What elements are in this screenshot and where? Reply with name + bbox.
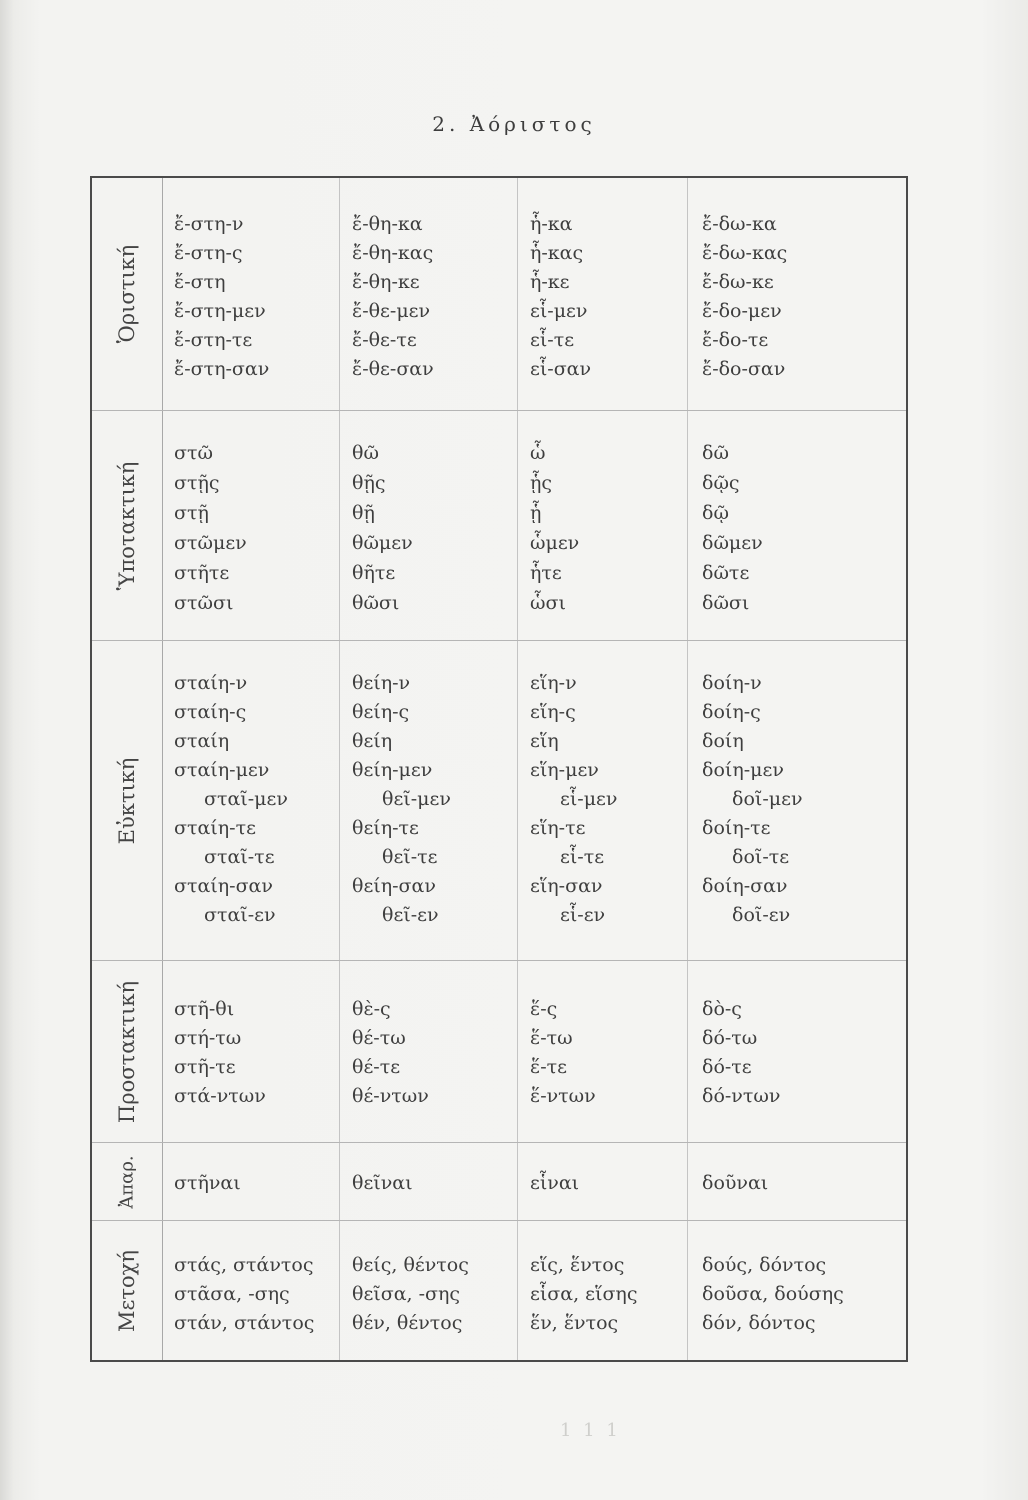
form: στά-ντων: [174, 1085, 266, 1107]
form: στῇ: [174, 502, 209, 524]
form: θὲ-ς: [352, 998, 391, 1020]
column-stem-the: [340, 1143, 518, 1220]
column-stem-he: [518, 1221, 688, 1360]
form: εἵη-τε: [530, 817, 586, 839]
form: σταίη-μεν: [174, 759, 270, 781]
column-stem-do: [688, 961, 906, 1142]
form: θείη-μεν: [352, 759, 433, 781]
form: εἵη-σαν: [530, 875, 603, 897]
form: ἧ-κα: [530, 213, 573, 235]
form: σταῖ-τε: [204, 846, 275, 868]
column-stem-sta: [162, 178, 340, 410]
form: δό-ντων: [702, 1085, 781, 1107]
form: θῶμεν: [352, 532, 413, 554]
form: στῆτε: [174, 562, 230, 584]
section-label: Ὑποτακτική: [115, 461, 139, 590]
section-label: Ἀπαρ.: [116, 1154, 138, 1209]
form: στῆ-θι: [174, 998, 235, 1020]
section-label-cell: [92, 1143, 163, 1220]
form: στῶμεν: [174, 532, 247, 554]
form: θῆτε: [352, 562, 396, 584]
section-infinitive: [92, 1142, 906, 1220]
column-stem-do: [688, 178, 906, 410]
form: δοῦναι: [702, 1172, 769, 1194]
form: ἔ-θη-κα: [352, 213, 423, 235]
form: στή-τω: [174, 1027, 242, 1049]
form: δῶ: [702, 442, 729, 464]
form: ἔ-στη-ς: [174, 242, 243, 264]
form: εἵη-ς: [530, 701, 576, 723]
form: θέ-ντων: [352, 1085, 429, 1107]
form: δοίη: [702, 730, 744, 752]
form: σταίη-ν: [174, 672, 248, 694]
form: θείη: [352, 730, 393, 752]
column-stem-he: [518, 178, 688, 410]
form: ἔ-στη-σαν: [174, 358, 270, 380]
form: δῷς: [702, 472, 740, 494]
form: ἔ-θε-σαν: [352, 358, 434, 380]
form: δοίη-τε: [702, 817, 771, 839]
form: ἔ-στη-ν: [174, 213, 244, 235]
form: εἵη-μεν: [530, 759, 599, 781]
form: δοίη-μεν: [702, 759, 784, 781]
form: ἕν, ἕντος: [530, 1312, 619, 1334]
conjugation-table: [90, 176, 908, 1362]
form: δόν, δόντος: [702, 1312, 816, 1334]
column-stem-sta: [162, 411, 340, 640]
column-stem-do: [688, 1221, 906, 1360]
form: δῶσι: [702, 592, 750, 614]
form: ἔ-δο-σαν: [702, 358, 786, 380]
form: θείη-ν: [352, 672, 411, 694]
column-stem-he: [518, 1143, 688, 1220]
column-stem-do: [688, 411, 906, 640]
form: θείς, θέντος: [352, 1254, 469, 1276]
form: θείη-ς: [352, 701, 410, 723]
form: ἔ-δω-κε: [702, 271, 774, 293]
column-stem-sta: [162, 1143, 340, 1220]
form: θῇς: [352, 472, 386, 494]
form: ἔ-θε-τε: [352, 329, 417, 351]
section-label: Εὐκτική: [115, 757, 139, 844]
form: εἷναι: [530, 1172, 580, 1194]
form: στῶσι: [174, 592, 234, 614]
column-stem-he: [518, 641, 688, 960]
form: εἵη-ν: [530, 672, 577, 694]
form: εἷ-μεν: [530, 300, 588, 322]
form: εἷ-μεν: [560, 788, 618, 810]
form: ἔ-δο-τε: [702, 329, 769, 351]
form: δούς, δόντος: [702, 1254, 827, 1276]
form: δοῖ-τε: [732, 846, 790, 868]
form: στᾶσα, -σης: [174, 1283, 290, 1305]
form: ὧ: [530, 442, 546, 464]
form: θείη-σαν: [352, 875, 436, 897]
form: ᾗς: [530, 472, 553, 494]
column-stem-he: [518, 411, 688, 640]
column-stem-do: [688, 1143, 906, 1220]
form: θεῖ-τε: [382, 846, 438, 868]
form: εἷ-τε: [560, 846, 605, 868]
form: ᾗ: [530, 502, 542, 524]
section-optative: [92, 640, 906, 960]
form: ἔ-στη: [174, 271, 226, 293]
form: ἕ-ς: [530, 998, 558, 1020]
column-stem-sta: [162, 961, 340, 1142]
form: θεῖ-μεν: [382, 788, 451, 810]
form: σταίη-σαν: [174, 875, 273, 897]
form: ἔ-θη-κε: [352, 271, 420, 293]
form: ἔ-θε-μεν: [352, 300, 431, 322]
form: δῶτε: [702, 562, 750, 584]
form: θῶσι: [352, 592, 400, 614]
section-label-cell: [92, 411, 163, 640]
form: θῇ: [352, 502, 375, 524]
form: ἧ-κας: [530, 242, 584, 264]
form: δοίη-ς: [702, 701, 761, 723]
form: σταῖ-μεν: [204, 788, 288, 810]
form: στῆναι: [174, 1172, 241, 1194]
section-indicative: [92, 178, 906, 410]
form: δοίη-ν: [702, 672, 762, 694]
form: δό-τε: [702, 1056, 752, 1078]
faint-page-mark: 1 1 1: [560, 1420, 621, 1441]
form: ἔ-στη-μεν: [174, 300, 266, 322]
form: δὸ-ς: [702, 998, 742, 1020]
form: θέ-τε: [352, 1056, 401, 1078]
form: δοῖ-εν: [732, 904, 791, 926]
form: στάν, στάντος: [174, 1312, 315, 1334]
section-label-cell: [92, 1221, 163, 1360]
section-participle: [92, 1220, 906, 1360]
column-stem-sta: [162, 1221, 340, 1360]
section-subjunctive: [92, 410, 906, 640]
section-imperative: [92, 960, 906, 1142]
form: ἔ-δω-κας: [702, 242, 788, 264]
form: δῶμεν: [702, 532, 763, 554]
form: στῶ: [174, 442, 213, 464]
form: σταίη-ς: [174, 701, 247, 723]
form: εἷ-σαν: [530, 358, 592, 380]
form: στῇς: [174, 472, 220, 494]
form: σταῖ-εν: [204, 904, 276, 926]
form: σταίη: [174, 730, 230, 752]
column-stem-the: [340, 961, 518, 1142]
form: δῷ: [702, 502, 729, 524]
form: δό-τω: [702, 1027, 758, 1049]
form: στάς, στάντος: [174, 1254, 314, 1276]
form: ἧ-κε: [530, 271, 570, 293]
section-label-cell: [92, 961, 163, 1142]
page-title: 2. Ἀόριστος: [432, 112, 596, 136]
column-stem-do: [688, 641, 906, 960]
form: εἵη: [530, 730, 559, 752]
form: εἷ-εν: [560, 904, 606, 926]
form: ἕ-τε: [530, 1056, 567, 1078]
form: θεῖ-εν: [382, 904, 439, 926]
column-stem-the: [340, 411, 518, 640]
form: ἕ-ντων: [530, 1085, 596, 1107]
form: εἷσα, εἵσης: [530, 1283, 638, 1305]
form: ἔ-δο-μεν: [702, 300, 782, 322]
form: δοῦσα, δούσης: [702, 1283, 844, 1305]
form: στῆ-τε: [174, 1056, 236, 1078]
section-label: Προστακτική: [115, 980, 139, 1123]
form: ἧτε: [530, 562, 562, 584]
section-label-cell: [92, 178, 163, 410]
form: θῶ: [352, 442, 379, 464]
form: θείη-τε: [352, 817, 419, 839]
section-label: Ὁριστική: [115, 244, 139, 344]
form: ἕ-τω: [530, 1027, 573, 1049]
form: εἵς, ἕντος: [530, 1254, 625, 1276]
form: δοῖ-μεν: [732, 788, 803, 810]
column-stem-he: [518, 961, 688, 1142]
form: ὧμεν: [530, 532, 580, 554]
form: δοίη-σαν: [702, 875, 788, 897]
form: ὧσι: [530, 592, 566, 614]
form: θεῖναι: [352, 1172, 413, 1194]
column-stem-the: [340, 178, 518, 410]
form: θεῖσα, -σης: [352, 1283, 461, 1305]
form: θέν, θέντος: [352, 1312, 463, 1334]
section-label: Μετοχή: [115, 1249, 139, 1332]
column-stem-the: [340, 641, 518, 960]
form: ἔ-στη-τε: [174, 329, 253, 351]
column-stem-the: [340, 1221, 518, 1360]
form: ἔ-δω-κα: [702, 213, 777, 235]
form: θέ-τω: [352, 1027, 406, 1049]
form: ἔ-θη-κας: [352, 242, 434, 264]
section-label-cell: [92, 641, 163, 960]
form: εἷ-τε: [530, 329, 575, 351]
form: σταίη-τε: [174, 817, 256, 839]
column-stem-sta: [162, 641, 340, 960]
